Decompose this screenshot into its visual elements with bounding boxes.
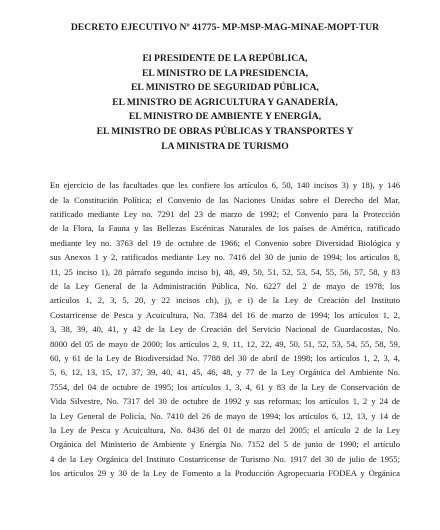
- authority-line: EL MINISTRO DE AMBIENTE Y ENERGÍA,: [128, 111, 322, 123]
- paragraph-line: de la Constitución Política; el Convenio de las Naciones Unidas sobre el Derecho del Mar,: [50, 194, 400, 205]
- paragraph-line: Costarricense de Pesca y Acuicultura, No. 7384 del 16 de marzo de 1994; los artículos 1, 2,: [50, 309, 400, 320]
- paragraph-line: 60, y 61 de la Ley de Biodiversidad No. 7788 del 30 de abril de 1998; los artículos 1, 2, 3, 4,: [50, 353, 400, 364]
- paragraph-line: 4 de la Ley Orgánica del Instituto Costarricense de Turismo No. 1917 del 30 de julio de 1955;: [50, 453, 400, 464]
- paragraph-line: sus Anexos 1 y 2, ratificados mediante Ley no. 7416 del 30 de junio de 1994; los artículos 8,: [50, 252, 400, 263]
- paragraph-line: de la Flora, la Fauna y las Bellezas Escénicas Naturales de los países de América, ratificado: [50, 223, 400, 234]
- paragraph-line: la Ley de Pesca y Acuicultura, No. 8436 del 01 de marzo del 2005; el artículo 2 de la Ley: [50, 425, 400, 436]
- paragraph-line: la Ley General de Policía, No. 7410 del 26 de mayo de 1994; los artículos 6, 12, 13, y 14 de: [50, 410, 400, 421]
- decree-title: DECRETO EJECUTIVO Nº 41775- MP-MSP-MAG-MINAE-MOPT-TUR: [70, 22, 380, 33]
- paragraph-line: 3, 38, 39, 40, 41, y 42 de la Ley de Creación del Servicio Nacional de Guardacostas, No.: [50, 324, 400, 335]
- paragraph-line: 5, 6, 12, 13, 15, 17, 37, 39, 40, 41, 45, 46, 48, y 77 de la Ley Orgánica del Ambiente No.: [50, 367, 400, 378]
- authorities-list: [50, 52, 400, 154]
- paragraph-line: 8000 del 05 de mayo de 2000; los artículos 2, 9, 11, 12, 22, 49, 50, 51, 52, 53, 54, 55, 58, 59,: [50, 338, 400, 349]
- paragraph-line: Orgánica del Ministerio de Ambiente y Energía No. 7152 del 5 de junio de 1990; el artículo: [50, 439, 400, 450]
- authority-line: EL MINISTRO DE SEGURIDAD PÚBLICA,: [131, 82, 319, 94]
- paragraph-line: artículos 1, 2, 3, 5, 20, y 22 incisos ch), j), e i) de la Ley de Creación del Instituto: [50, 295, 400, 306]
- paragraph-line: En ejercicio de las facultades que les confiere los artículos 6, 50, 140 incisos 3) y 18), y 146: [50, 180, 400, 191]
- authority-line: LA MINISTRA DE TURISMO: [161, 140, 289, 152]
- paragraph-line: ratificado mediante Ley no. 7291 del 23 de marzo de 1992; el Convenio para la Protección: [50, 208, 400, 219]
- authority-line: EL MINISTRO DE AGRICULTURA Y GANADERÍA,: [112, 96, 338, 108]
- paragraph-line: los artículos 29 y 30 de la Ley de Fomento a la Producción Agropecuaria FODEA y Orgánica: [50, 468, 400, 479]
- paragraph-line: 7554, del 04 de octubre de 1995; los artículos 1, 3, 4, 61 y 83 de la Ley de Conservación de: [50, 381, 400, 392]
- body-paragraph: [50, 178, 400, 481]
- authority-line: El PRESIDENTE DE LA REPÚBLICA,: [142, 53, 308, 64]
- paragraph-line: de la Ley General de la Administración Pública, No. 6227 del 2 de mayo de 1978; los: [50, 281, 400, 291]
- paragraph-line: 11, 25 inciso 1), 28 párrafo segundo inciso b), 48, 49, 50, 51, 52, 53, 54, 55, 56, 57, 58, y 83: [50, 266, 400, 277]
- paragraph-line: Vida Silvestre, No. 7317 del 30 de octubre de 1992 y sus reformas; los artículos 1, 2 y 24 de: [50, 396, 400, 407]
- authority-line: EL MINISTRO DE OBRAS PÚBLICAS Y TRANSPORTES Y: [96, 125, 354, 137]
- authority-line: EL MINISTRO DE LA PRESIDENCIA,: [141, 67, 309, 79]
- paragraph-line: mediante ley no. 3763 del 19 de octubre de 1966; el Convenio sobre Diversidad Biológica y: [50, 237, 400, 248]
